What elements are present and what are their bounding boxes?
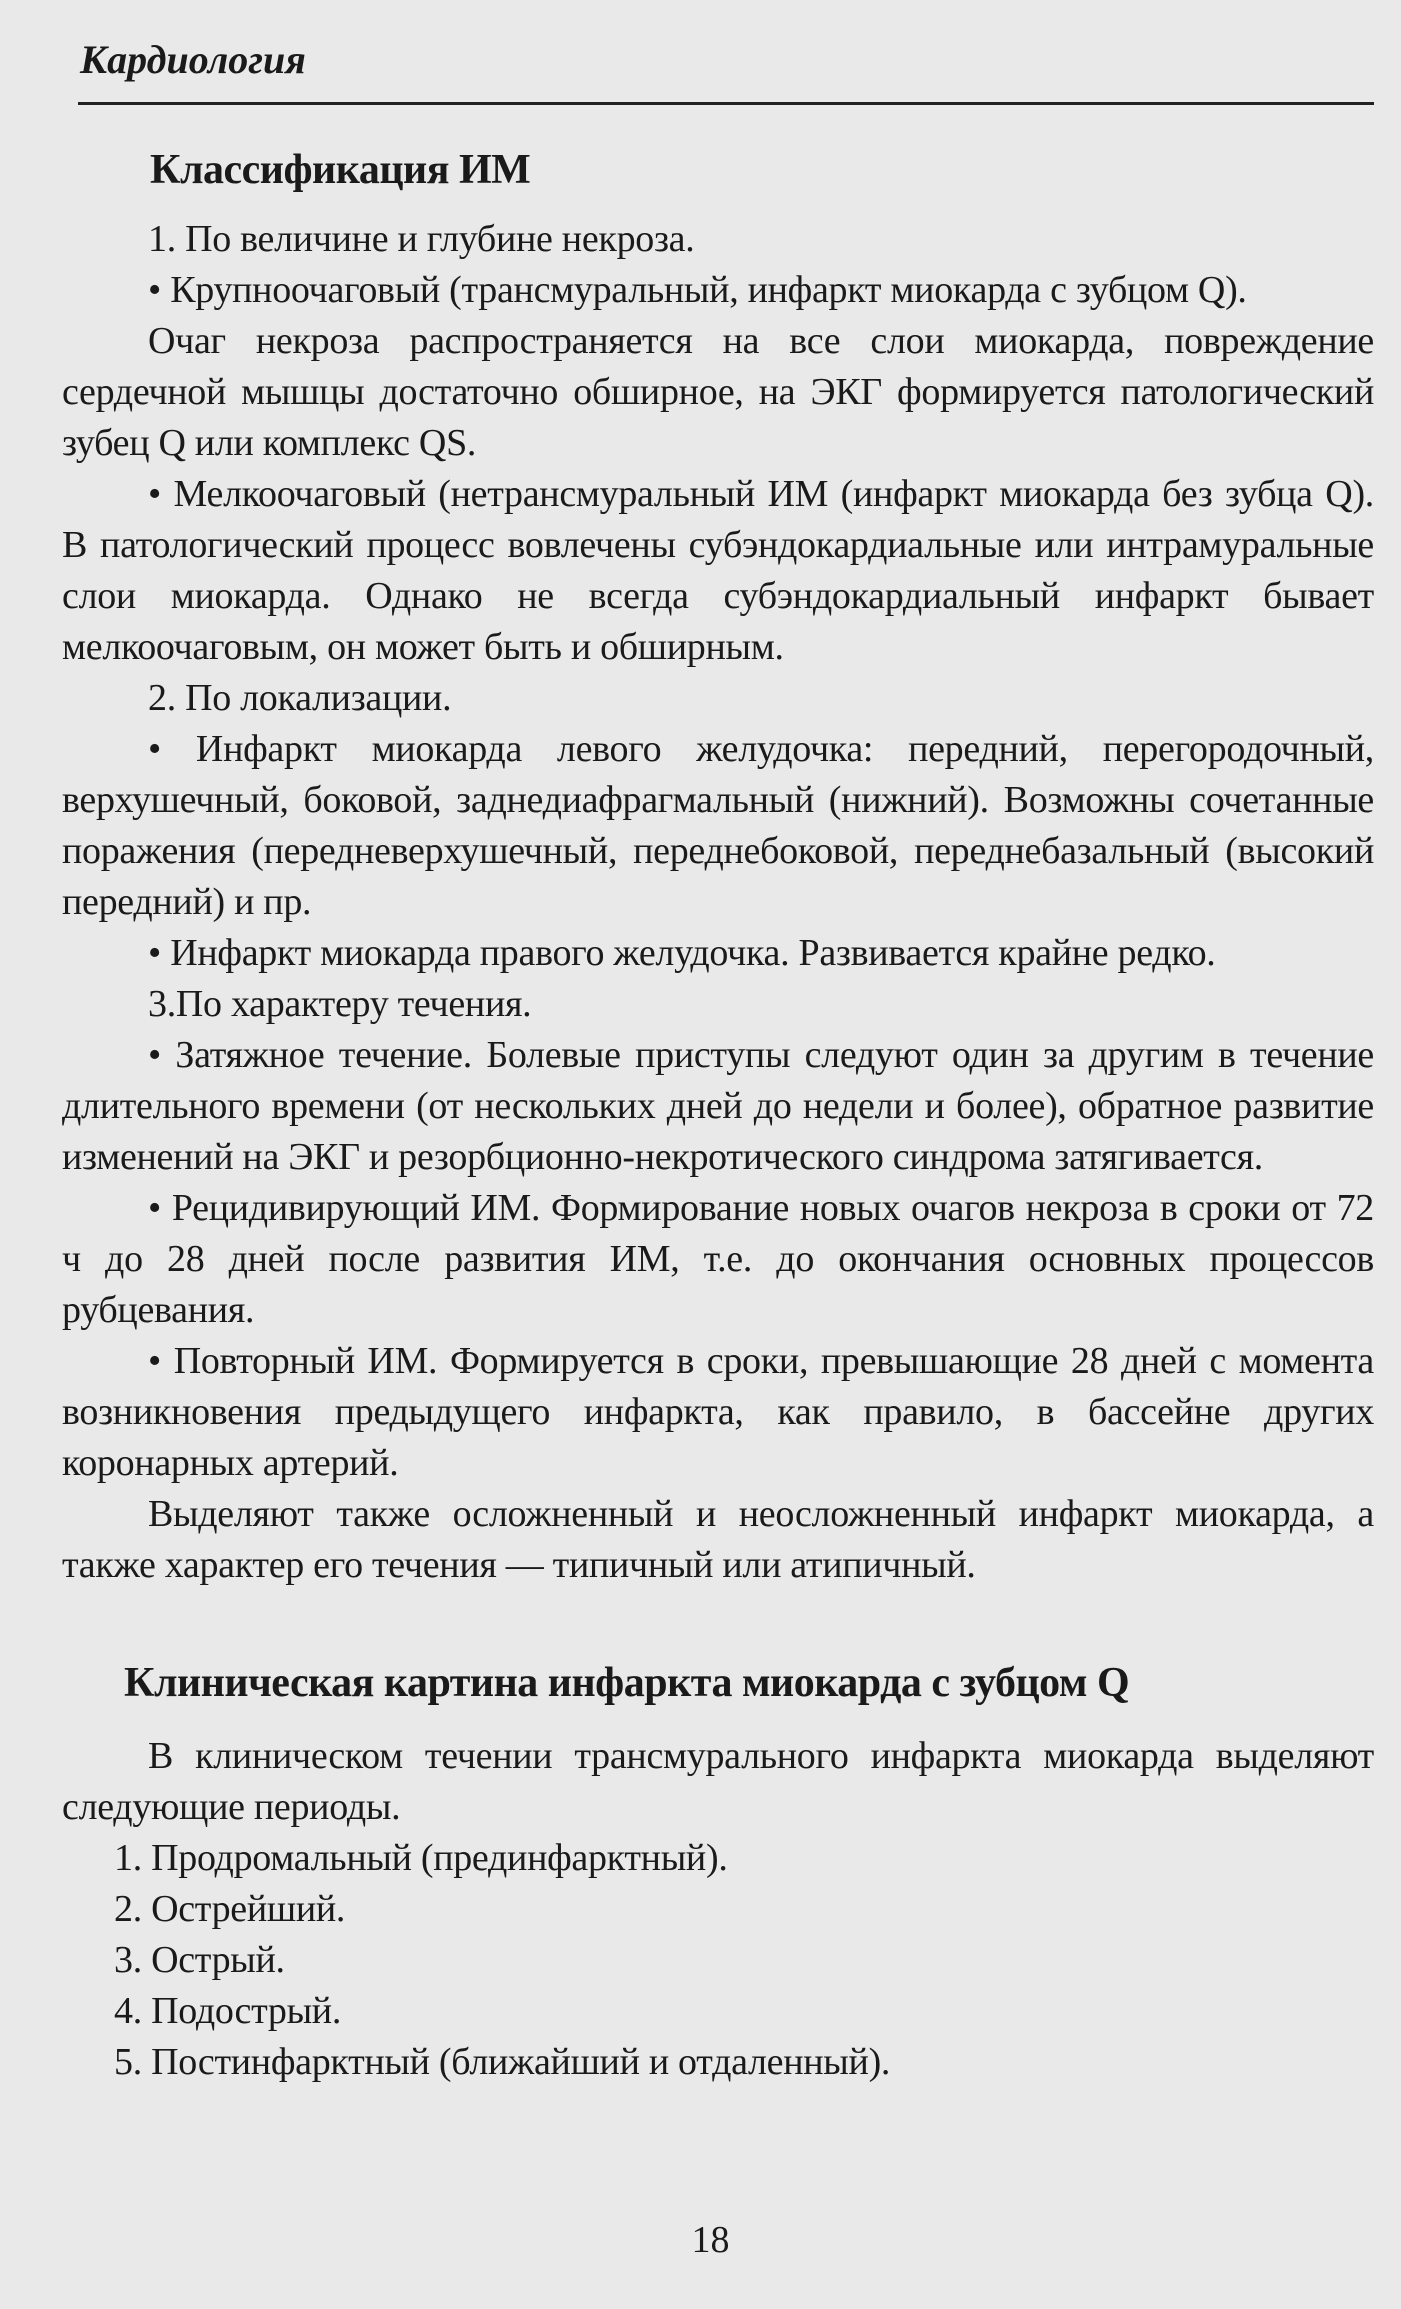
list-item: 5. Постинфарктный (ближайший и отдаленный). (114, 2041, 891, 2083)
paragraph: • Инфаркт миокарда правого желудочка. Развивается крайне редко. (148, 932, 1216, 974)
page-content (62, 140, 1374, 2088)
paragraph: • Инфаркт миокарда левого желудочка: передний, перегородочный, верхушечный, боковой, заднедиафрагмальный (нижний). Возможны сочетанные поражения (передневерхушечный, переднебоковой, переднебазальный (высокий передний) и пр. (62, 728, 1374, 923)
page-number: 18 (691, 2219, 730, 2261)
running-head: Кардиология (80, 37, 306, 82)
paragraph: Очаг некроза распространяется на все слои миокарда, повреждение сердечной мышцы достаточно обширное, на ЭКГ формируется патологический зубец Q или комплекс QS. (62, 320, 1374, 464)
paragraph: • Повторный ИМ. Формируется в сроки, превышающие 28 дней с момента возникновения предыдущего инфаркта, как правило, в бассейне других коронарных артерий. (62, 1340, 1374, 1484)
paragraph: 3.По характеру течения. (148, 983, 532, 1025)
paragraph: • Рецидивирующий ИМ. Формирование новых очагов некроза в сроки от 72 ч до 28 дней после развития ИМ, т.е. до окончания основных процессов рубцевания. (62, 1187, 1374, 1331)
list-item: 2. Острейший. (114, 1888, 346, 1930)
list-item: 1. Продромальный (прединфарктный). (114, 1837, 728, 1879)
paragraph: Выделяют также осложненный и неосложненный инфаркт миокарда, а также характер его течения — типичный или атипичный. (62, 1493, 1374, 1586)
paragraph: • Затяжное течение. Болевые приступы следуют один за другим в течение длительного времени (от нескольких дней до недели и более), обратное развитие изменений на ЭКГ и резорбционно-некротического синдрома затягивается. (62, 1034, 1374, 1178)
list-item: 4. Подострый. (114, 1990, 342, 2032)
paragraph: В клиническом течении трансмурального инфаркта миокарда выделяют следующие периоды. (62, 1735, 1374, 1828)
section-heading-classification: Классификация ИМ (150, 147, 531, 193)
paragraph: • Крупноочаговый (трансмуральный, инфаркт миокарда с зубцом Q). (148, 269, 1247, 311)
paragraph: • Мелкоочаговый (нетрансмуральный ИМ (инфаркт миокарда без зубца Q). В патологический процесс вовлечены субэндокардиальные или интрамуральные слои миокарда. Однако не всегда субэндокардиальный инфаркт бывает мелкоочаговым, он может быть и обширным. (62, 473, 1374, 668)
paragraph: 1. По величине и глубине некроза. (148, 218, 695, 260)
list-item: 3. Острый. (114, 1939, 285, 1981)
paragraph: 2. По локализации. (148, 677, 452, 719)
header-rule (78, 102, 1374, 105)
section-heading-clinical-picture: Клиническая картина инфаркта миокарда с зубцом Q (124, 1660, 1130, 1706)
